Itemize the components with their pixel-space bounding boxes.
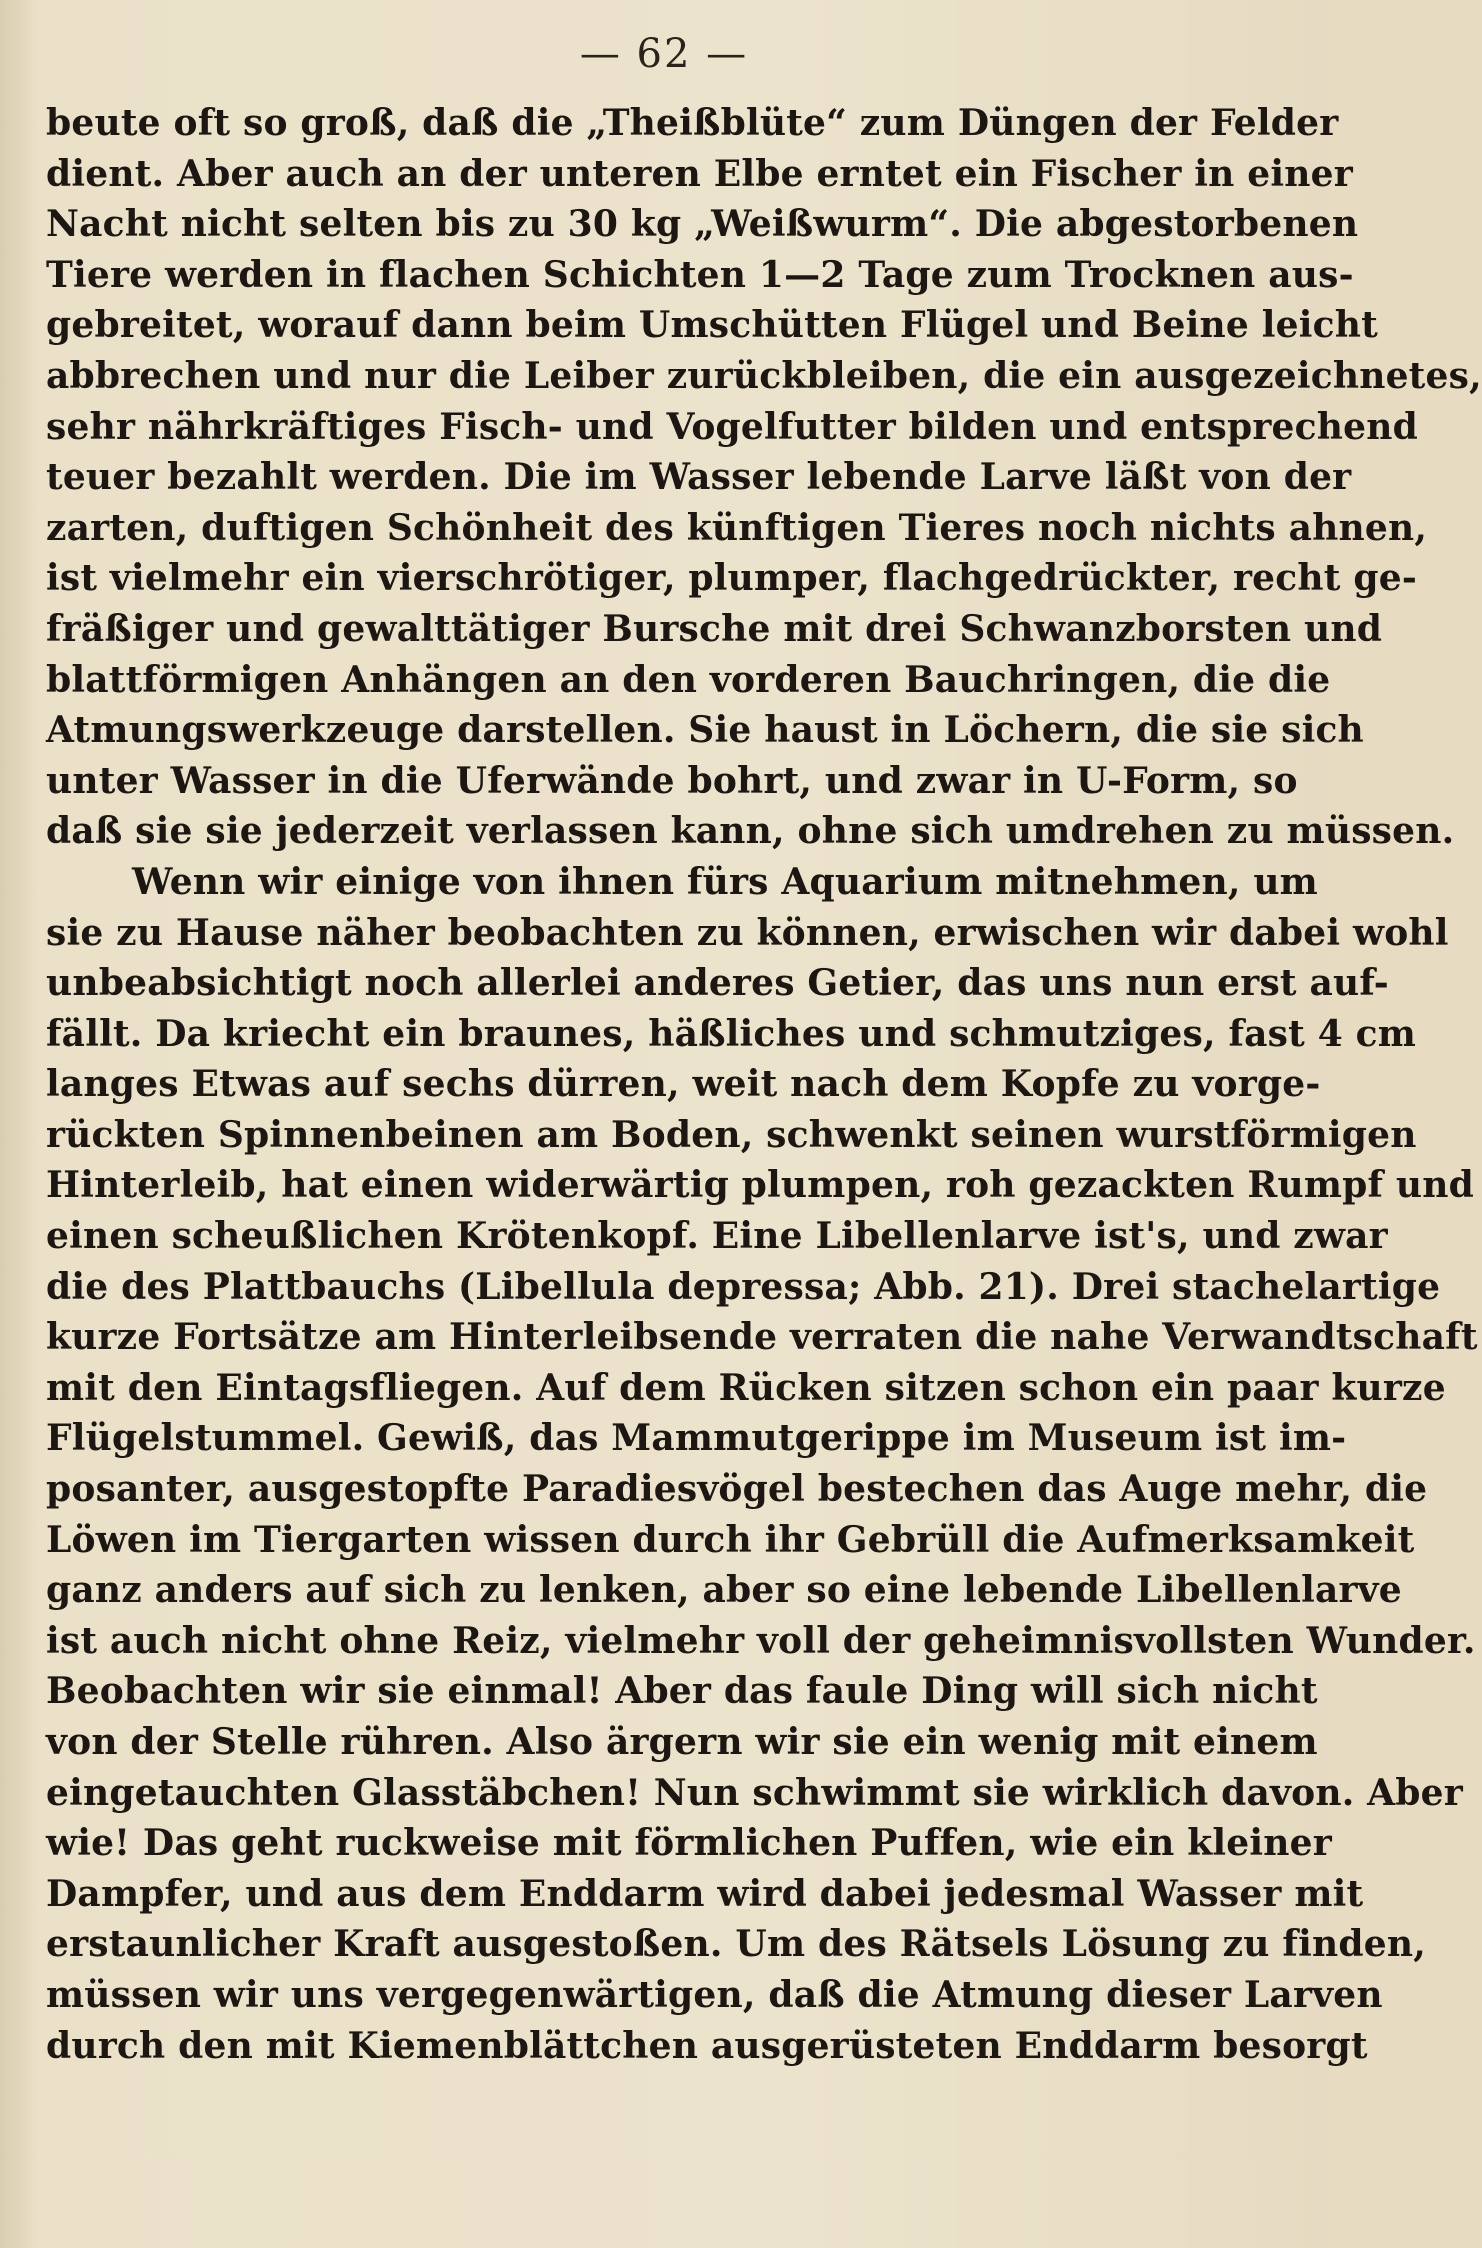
text-line: gebreitet, worauf dann beim Umschütten Flügel und Beine leicht bbox=[46, 304, 1378, 347]
text-line: Nacht nicht selten bis zu 30 kg „Weißwurm“. Die abgestorbenen bbox=[46, 203, 1359, 246]
text-line: ganz anders auf sich zu lenken, aber so eine lebende Libellenlarve bbox=[46, 1569, 1402, 1612]
text-line: einen scheußlichen Krötenkopf. Eine Libellenlarve ist's, und zwar bbox=[46, 1215, 1388, 1258]
text-line: fällt. Da kriecht ein braunes, häßliches und schmutziges, fast 4 cm bbox=[46, 1012, 1417, 1055]
text-line: posanter, ausgestopfte Paradiesvögel bestechen das Auge mehr, die bbox=[46, 1468, 1428, 1511]
text-line: fräßiger und gewalttätiger Bursche mit drei Schwanzborsten und bbox=[46, 607, 1383, 650]
text-line: Tiere werden in flachen Schichten 1—2 Tage zum Trocknen aus- bbox=[46, 253, 1354, 296]
text-line: langes Etwas auf sechs dürren, weit nach dem Kopfe zu vorge- bbox=[46, 1063, 1321, 1106]
text-line: Dampfer, und aus dem Enddarm wird dabei jedesmal Wasser mit bbox=[46, 1872, 1364, 1915]
text-line: Löwen im Tiergarten wissen durch ihr Gebrüll die Aufmerksamkeit bbox=[46, 1518, 1415, 1561]
paragraph-start-line: Wenn wir einige von ihnen fürs Aquarium mitnehmen, um bbox=[132, 860, 1318, 903]
body-text bbox=[46, 98, 1482, 2071]
text-line: zarten, duftigen Schönheit des künftigen Tieres noch nichts ahnen, bbox=[46, 506, 1428, 549]
text-line: teuer bezahlt werden. Die im Wasser lebende Larve läßt von der bbox=[46, 456, 1352, 499]
text-line: kurze Fortsätze am Hinterleibsende verraten die nahe Verwandtschaft bbox=[46, 1316, 1478, 1359]
text-line: blattförmigen Anhängen an den vorderen Bauchringen, die die bbox=[46, 658, 1331, 701]
text-line: rückten Spinnenbeinen am Boden, schwenkt seinen wurstförmigen bbox=[46, 1113, 1417, 1156]
text-line: mit den Eintagsfliegen. Auf dem Rücken sitzen schon ein paar kurze bbox=[46, 1366, 1446, 1409]
text-line: abbrechen und nur die Leiber zurückbleiben, die ein ausgezeichnetes, bbox=[46, 354, 1482, 397]
text-line: daß sie sie jederzeit verlassen kann, ohne sich umdrehen zu müssen. bbox=[46, 810, 1455, 853]
text-line: von der Stelle rühren. Also ärgern wir sie ein wenig mit einem bbox=[46, 1721, 1318, 1763]
text-line: beute oft so groß, daß die „Theißblüte“ zum Düngen der Felder bbox=[46, 102, 1339, 144]
text-line: Atmungswerkzeuge darstellen. Sie haust in Löchern, die sie sich bbox=[46, 709, 1364, 752]
text-line: Beobachten wir sie einmal! Aber das faule Ding will sich nicht bbox=[46, 1670, 1318, 1713]
text-line: sehr nährkräftiges Fisch- und Vogelfutter bilden und entsprechend bbox=[46, 405, 1418, 448]
text-line: wie! Das geht ruckweise mit förmlichen Puffen, wie ein kleiner bbox=[46, 1822, 1332, 1865]
text-line: ist vielmehr ein vierschrötiger, plumper, flachgedrückter, recht ge- bbox=[46, 557, 1417, 600]
text-line: eingetauchten Glasstäbchen! Nun schwimmt sie wirklich davon. Aber bbox=[46, 1771, 1463, 1814]
page-number: — 62 — bbox=[579, 31, 749, 77]
text-line: Hinterleib, hat einen widerwärtig plumpen, roh gezackten Rumpf und bbox=[46, 1164, 1475, 1207]
text-line: ist auch nicht ohne Reiz, vielmehr voll der geheimnisvollsten Wunder. bbox=[46, 1619, 1476, 1662]
text-line: unter Wasser in die Uferwände bohrt, und zwar in U-Form, so bbox=[46, 759, 1298, 802]
text-line: unbeabsichtigt noch allerlei anderes Getier, das uns nun erst auf- bbox=[46, 962, 1389, 1005]
text-line: dient. Aber auch an der unteren Elbe erntet ein Fischer in einer bbox=[46, 152, 1353, 195]
text-line: Flügelstummel. Gewiß, das Mammutgerippe im Museum ist im- bbox=[46, 1417, 1347, 1460]
text-line: die des Plattbauchs (Libellula depressa; Abb. 21). Drei stachelartige bbox=[46, 1265, 1441, 1308]
text-line: sie zu Hause näher beobachten zu können, erwischen wir dabei wohl bbox=[46, 911, 1449, 954]
text-line: müssen wir uns vergegenwärtigen, daß die Atmung dieser Larven bbox=[46, 1973, 1383, 2016]
text-line: erstaunlicher Kraft ausgestoßen. Um des Rätsels Lösung zu finden, bbox=[46, 1923, 1426, 1966]
text-line: durch den mit Kiemenblättchen ausgerüsteten Enddarm besorgt bbox=[46, 2024, 1368, 2067]
